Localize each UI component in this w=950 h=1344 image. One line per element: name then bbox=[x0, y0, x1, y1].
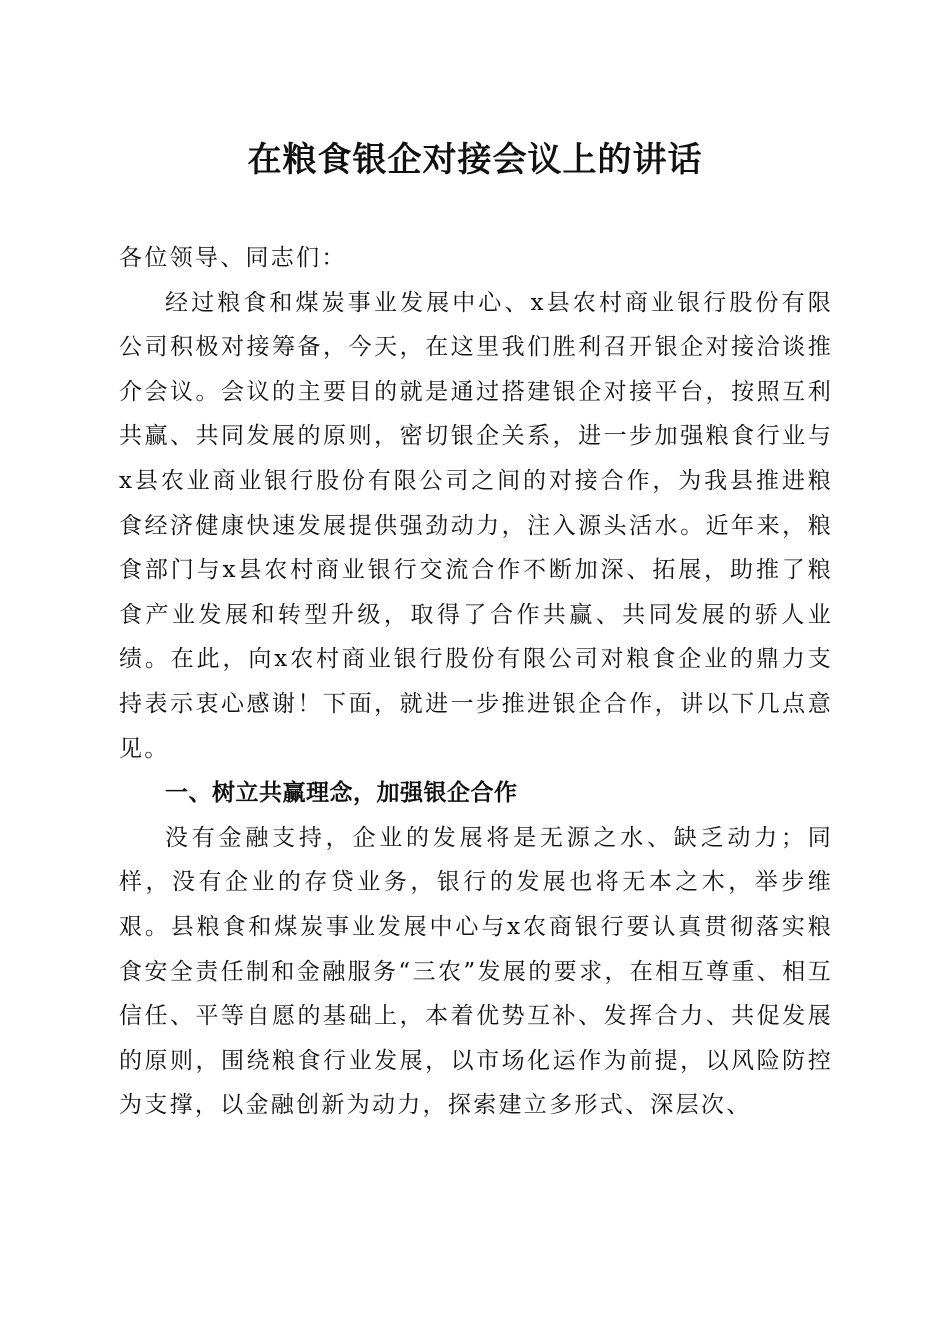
document-body bbox=[119, 236, 833, 1128]
section-heading: 一、树立共赢理念，加强银企合作 bbox=[165, 780, 518, 807]
section-paragraph: 没有金融支持，企业的发展将是无源之水、缺乏动力；同样，没有企业的存贷业务，银行的发展也将无本之木，举步维艰。县粮食和煤炭事业发展中心与x农商银行要认真贯彻落实粮食安全责任制和金融服务“三农”发展的要求，在相互尊重、相互信任、平等自愿的基础上，本着优势互补、发挥合力、共促发展的原则，围绕粮食行业发展，以市场化运作为前提，以风险防控为支撑，以金融创新为动力，探索建立多形式、深层次、 bbox=[119, 824, 833, 1119]
greeting-line: 各位领导、同志们： bbox=[119, 245, 347, 271]
intro-paragraph: 经过粮食和煤炭事业发展中心、x县农村商业银行股份有限公司积极对接筹备，今天，在这里我们胜利召开银企对接洽谈推介会议。会议的主要目的就是通过搭建银企对接平台，按照互利共赢、共同发展的原则，密切银企关系，进一步加强粮食行业与x县农业商业银行股份有限公司之间的对接合作，为我县推进粮食经济健康快速发展提供强劲动力，注入源头活水。近年来，粮食部门与x县农村商业银行交流合作不断加深、拓展，助推了粮食产业发展和转型升级，取得了合作共赢、共同发展的骄人业绩。在此，向x农村商业银行股份有限公司对粮食企业的鼎力支持表示衷心感谢！下面，就进一步推进银企合作，讲以下几点意见。 bbox=[119, 289, 833, 762]
document-title: 在粮食银企对接会议上的讲话 bbox=[247, 140, 703, 180]
